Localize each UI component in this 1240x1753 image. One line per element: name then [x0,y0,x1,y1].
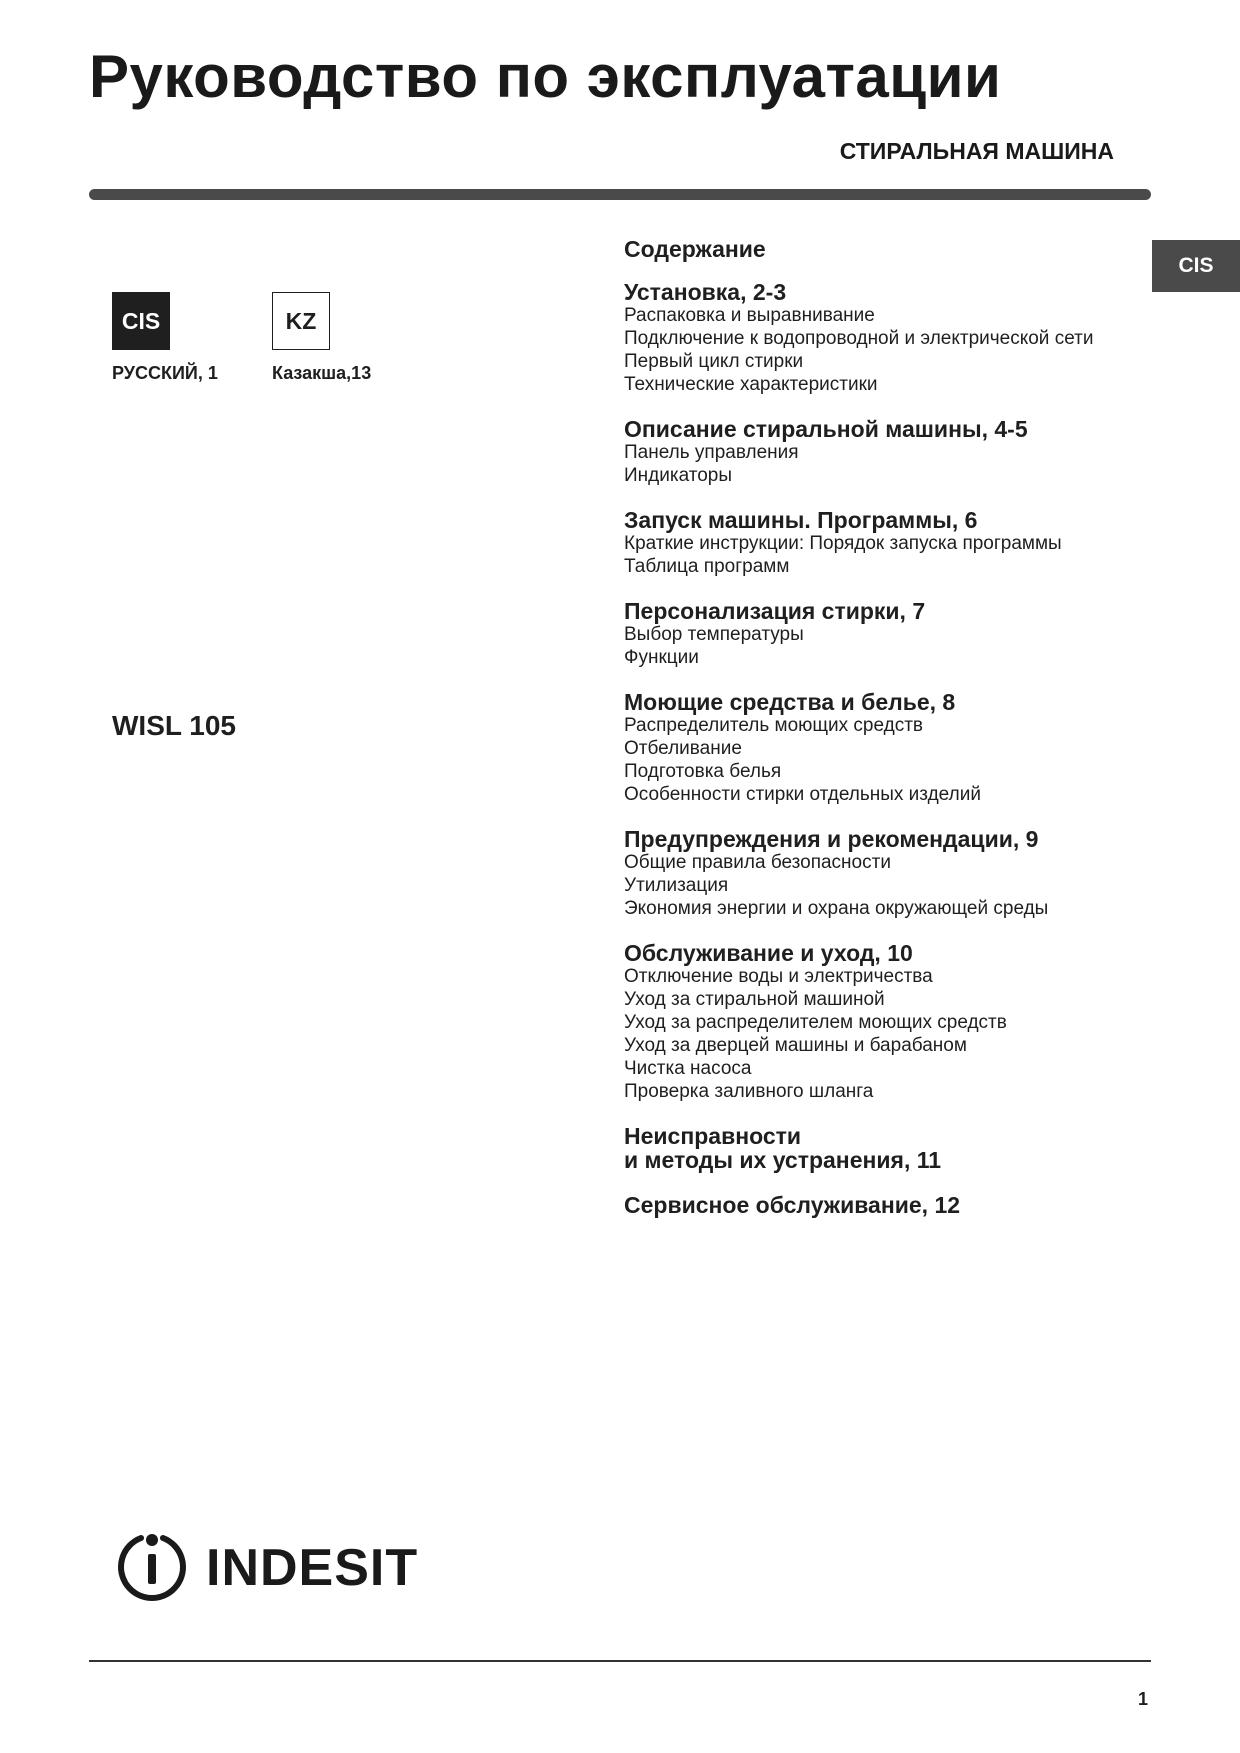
language-code-badge: CIS [112,292,170,350]
toc-heading: Сервисное обслуживание, 12 [624,1192,961,1218]
toc-section-troubleshooting [624,1124,1184,1172]
toc-section-maintenance [624,941,1184,1103]
language-russian [112,292,218,384]
toc-heading: Описание стиральной машины, 4-5 [624,416,1028,442]
toc-item: Отбеливание [624,738,742,759]
language-caption: Казакша,13 [272,363,372,383]
toc-item: Первый цикл стирки [624,351,804,372]
toc-item: Краткие инструкции: Порядок запуска программы [624,533,1062,554]
toc-item: Уход за дверцей машины и барабаном [624,1035,967,1056]
toc-item: Технические характеристики [624,374,878,395]
toc-section-personalization [624,599,1184,669]
brand-wordmark: INDESIT [206,1539,419,1597]
toc-section-programs [624,508,1184,578]
toc-item: Уход за стиральной машиной [624,989,885,1010]
model-name: WISL 105 [112,710,236,741]
toc-section-warnings [624,827,1184,920]
toc-item: Чистка насоса [624,1058,752,1079]
region-tab: CIS [1152,240,1240,292]
header-rule [89,189,1151,200]
brand-logo [112,1528,418,1608]
toc-item: Проверка заливного шланга [624,1081,874,1102]
toc-item: Подготовка белья [624,761,782,782]
toc-heading: Обслуживание и уход, 10 [624,940,913,966]
toc-section-description [624,417,1184,487]
toc-heading-line: и методы их устранения, 11 [624,1147,942,1173]
table-of-contents [624,234,1184,1238]
toc-item: Утилизация [624,875,729,896]
toc-heading: Установка, 2-3 [624,279,787,305]
toc-section-detergents [624,690,1184,806]
toc-item: Выбор температуры [624,624,804,645]
toc-item: Особенности стирки отдельных изделий [624,784,981,805]
toc-heading-line: Неисправности [624,1123,802,1149]
toc-heading: Персонализация стирки, 7 [624,598,926,624]
indesit-i-logo-icon [112,1528,192,1608]
toc-item: Экономия энергии и охрана окружающей среды [624,898,1049,919]
language-code-badge: KZ [272,292,330,350]
page-number: 1 [1137,1689,1148,1709]
toc-item: Панель управления [624,442,799,463]
language-caption: РУССКИЙ, 1 [112,363,218,383]
product-type: СТИРАЛЬНАЯ МАШИНА [839,138,1114,164]
toc-item: Таблица программ [624,556,790,577]
toc-item: Подключение к водопроводной и электрической сети [624,328,1094,349]
toc-heading [624,1124,1184,1172]
toc-item: Общие правила безопасности [624,852,891,873]
footer-rule [89,1660,1151,1662]
toc-section-service [624,1193,1184,1217]
toc-item: Индикаторы [624,465,733,486]
toc-item: Отключение воды и электричества [624,966,933,987]
toc-title: Содержание [624,236,766,262]
toc-heading: Предупреждения и рекомендации, 9 [624,826,1039,852]
toc-item: Распределитель моющих средств [624,715,924,736]
toc-item: Уход за распределителем моющих средств [624,1012,1007,1033]
page-title: Руководство по эксплуатации [89,43,1002,110]
toc-heading: Запуск машины. Программы, 6 [624,507,978,533]
toc-heading: Моющие средства и белье, 8 [624,689,956,715]
language-kazakh [272,292,371,384]
toc-item: Функции [624,647,699,668]
toc-section-installation [624,280,1184,396]
toc-item: Распаковка и выравнивание [624,305,875,326]
